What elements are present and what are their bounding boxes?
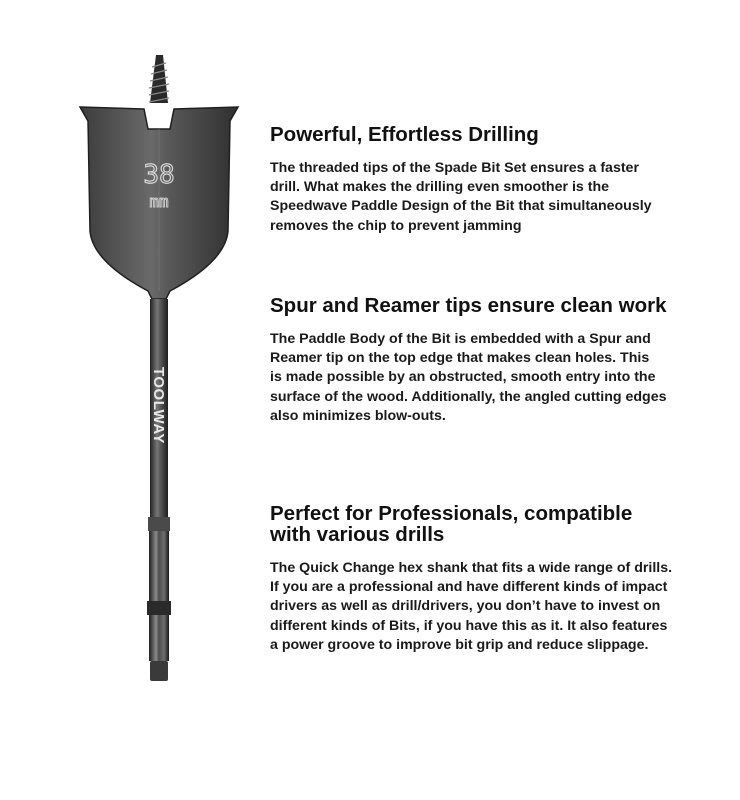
section-heading: Perfect for Professionals, compatible with various drills: [270, 502, 633, 546]
hex-shank: [147, 531, 171, 681]
section-body: The Quick Change hex shank that fits a wide range of drills. If you are a professional and have different kinds of impact drivers as well as drill/drivers, you don’t have to invest on different kinds of Bits, if you have this as it. It also features a power groove to improve bit grip and reduce slippage.: [270, 560, 673, 653]
spade-drill-bit-image: [70, 55, 250, 695]
feature-powerful-drilling: [270, 124, 710, 236]
section-body: The threaded tips of the Spade Bit Set ensures a faster drill. What makes the drilling even smoother is the Speedwave Paddle Design of the Bit that simultaneously removes the chip to prevent jamming: [270, 160, 652, 234]
size-unit-engraving: mm: [149, 192, 169, 211]
size-number-engraving: 38: [143, 160, 175, 190]
threaded-tip: [149, 55, 169, 103]
brand-logo: TOOLWAY: [150, 367, 167, 444]
section-body: The Paddle Body of the Bit is embedded with a Spur and Reamer tip on the top edge that makes clean holes. This is made possible by an obstructed, smooth entry into the surface of the wood. Additionally, the angled cutting edges also minimizes blow-outs.: [270, 331, 667, 424]
shank-collar: [148, 517, 170, 531]
section-heading: Powerful, Effortless Drilling: [270, 123, 539, 146]
feature-spur-reamer: [270, 295, 710, 426]
section-heading: Spur and Reamer tips ensure clean work: [270, 294, 667, 317]
feature-professionals: [270, 503, 710, 655]
